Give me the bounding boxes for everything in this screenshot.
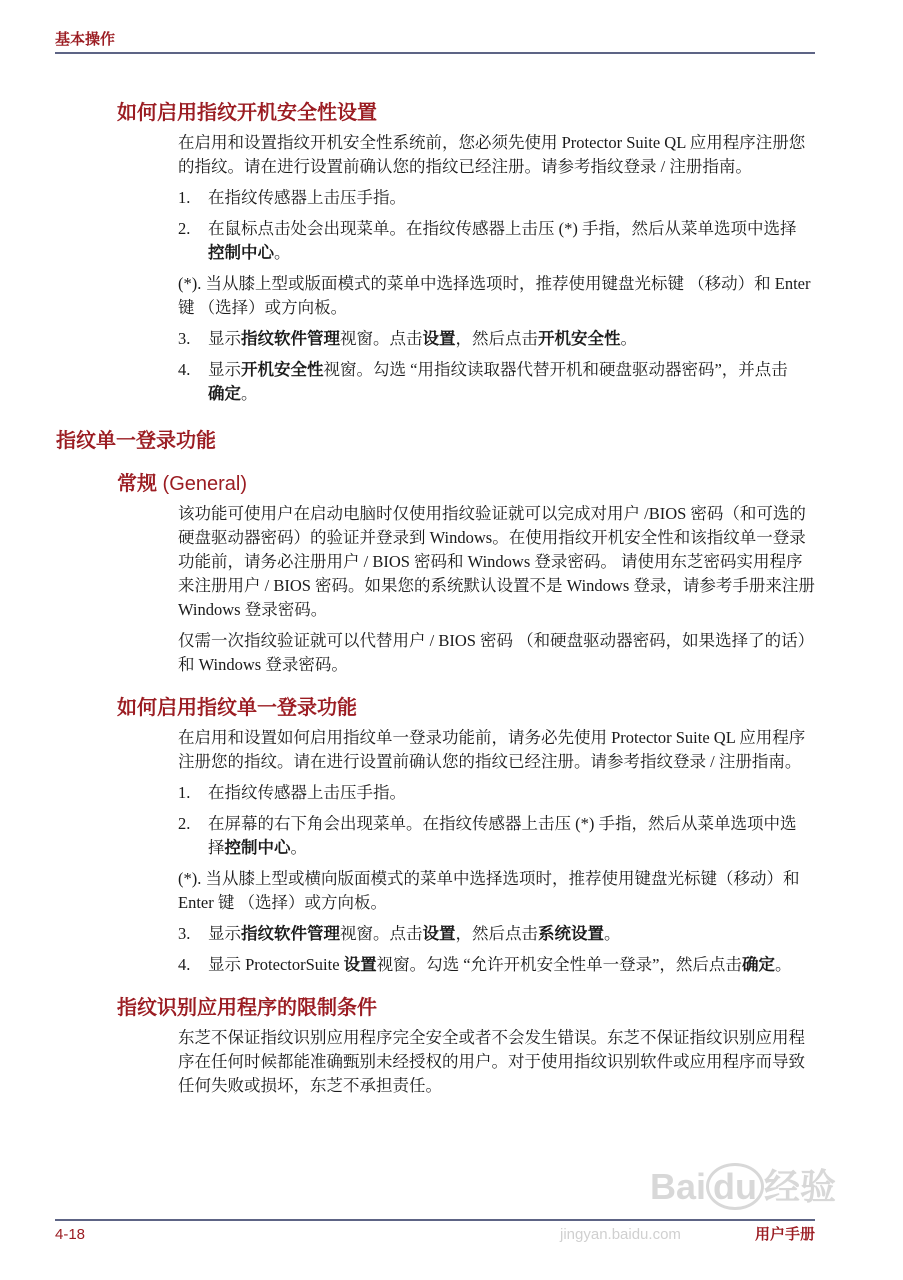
- text-run: 指纹单一登录功能: [56, 430, 216, 452]
- list-text: [208, 358, 802, 406]
- text-run: 仅需一次指纹验证就可以代替用户 / BIOS 密码 （和硬盘驱动器密码，如果选择了的话）和 Windows 登录密码。: [178, 631, 815, 674]
- list-text: [208, 186, 802, 210]
- bold-term: 确定: [208, 385, 241, 403]
- list-number: 1.: [178, 188, 191, 207]
- text-run: 在启用和设置如何启用指纹单一登录功能前，请务必先使用 Protector Suite QL 应用程序注册您的指纹。请在进行设置前确认您的指纹已经注册。请参考指纹登录 / 注册指南。: [178, 728, 806, 771]
- bold-term: 控制中心: [224, 839, 291, 857]
- section-heading: [56, 424, 817, 453]
- list-number: 4.: [178, 360, 191, 379]
- list-number: 2.: [178, 814, 191, 833]
- header-rule: [55, 52, 815, 54]
- subsection-heading: [117, 691, 817, 720]
- text-run: 显示: [208, 360, 241, 379]
- text-run: 。: [290, 838, 307, 857]
- note: [178, 867, 818, 915]
- bold-term: 确定: [741, 956, 775, 974]
- paragraph: [178, 726, 818, 774]
- subsection-heading: [117, 991, 817, 1020]
- list-text: [208, 781, 802, 805]
- list-item: [178, 781, 818, 805]
- list-text: [208, 327, 802, 351]
- text-run: 该功能可使用户在启动电脑时仅使用指纹验证就可以完成对用户 /BIOS 密码（和可选的硬盘驱动器密码）的验证并登录到 Windows。在使用指纹开机安全性和该指纹单一登录功能前，请务必注册用户 / BIOS 密码和 Windows 登录密码。 请使用东芝密码实用程序来注册用户 / BIOS 密码。如果您的系统默认设置不是 Windows 登录，请参考手册来注册 Windows 登录密码。: [178, 504, 815, 619]
- list-text: [208, 812, 802, 860]
- manual-title: 用户手册: [754, 1226, 815, 1243]
- text-run: 东芝不保证指纹识别应用程序完全安全或者不会发生错误。东芝不保证指纹识别应用程序在任何时候都能准确甄别未经授权的用户。对于使用指纹识别软件或应用程序而导致任何失败或损坏，东芝不承担责任。: [178, 1028, 805, 1095]
- bold-term: 指纹软件管理: [241, 330, 340, 348]
- footer-rule: [55, 1219, 815, 1221]
- text-run: (*). 当从膝上型或横向版面模式的菜单中选择选项时，推荐使用键盘光标键（移动）和 Enter 键 （选择）或方向板。: [178, 869, 800, 912]
- list-text: [208, 217, 802, 265]
- text-run: 在指纹传感器上击压手指。: [208, 188, 406, 207]
- text-run: 。: [241, 384, 258, 403]
- text-run: 视窗。点击: [340, 329, 423, 348]
- bold-term: 设置: [422, 925, 456, 943]
- text-run: 视窗。勾选 “允许开机安全性单一登录”，然后点击: [376, 955, 742, 974]
- text-run: 如何启用指纹单一登录功能: [117, 697, 357, 719]
- text-run: 如何启用指纹开机安全性设置: [117, 102, 377, 124]
- text-run: 视窗。点击: [340, 924, 423, 943]
- list-text: [208, 922, 802, 946]
- list-item: [178, 186, 818, 210]
- text-run: 显示: [208, 924, 241, 943]
- text-run: 显示: [208, 329, 241, 348]
- bold-term: 指纹软件管理: [241, 925, 340, 943]
- subsection-heading: [117, 96, 817, 125]
- list-item: [178, 327, 818, 351]
- running-header: 基本操作: [55, 31, 116, 48]
- list-number: 3.: [178, 924, 191, 943]
- text-run: (*). 当从膝上型或版面模式的菜单中选择选项时，推荐使用键盘光标键 （移动）和 Enter键 （选择）或方向板。: [178, 274, 811, 317]
- text-run: ，然后点击: [455, 329, 538, 348]
- list-number: 1.: [178, 783, 191, 802]
- list-item: [178, 953, 818, 977]
- bold-term: 开机安全性: [241, 361, 324, 379]
- bold-term: 开机安全性: [538, 330, 621, 348]
- text-run: 。: [620, 329, 637, 348]
- list-item: [178, 217, 818, 265]
- list-number: 3.: [178, 329, 191, 348]
- text-run: 。: [774, 955, 792, 974]
- list-number: 4.: [178, 955, 191, 974]
- text-run: 。: [274, 243, 291, 262]
- text-run: 。: [604, 924, 621, 943]
- paragraph: [178, 502, 818, 622]
- paragraph: [178, 1026, 818, 1098]
- text-run: ，然后点击: [455, 924, 538, 943]
- watermark-logo: Bai du 经验: [650, 1166, 836, 1208]
- text-run: 指纹识别应用程序的限制条件: [117, 997, 377, 1019]
- text-run: 显示 ProtectorSuite: [208, 955, 344, 974]
- note: [178, 272, 818, 320]
- bold-term: 系统设置: [538, 925, 604, 943]
- list-item: [178, 922, 818, 946]
- paragraph: [178, 629, 818, 677]
- paragraph: [178, 131, 818, 179]
- bold-term: 控制中心: [208, 244, 274, 262]
- text-run: 视窗。勾选 “用指纹读取器代替开机和硬盘驱动器密码”，并点击: [323, 360, 788, 379]
- list-item: [178, 812, 818, 860]
- text-run: 在启用和设置指纹开机安全性系统前，您必须先使用 Protector Suite QL 应用程序注册您的指纹。请在进行设置前确认您的指纹已经注册。请参考指纹登录 / 注册指南。: [178, 133, 806, 176]
- watermark-url: jingyan.baidu.com: [560, 1226, 681, 1243]
- document-body: [56, 82, 817, 1105]
- subsection-heading: [117, 467, 817, 496]
- text-run: 在鼠标点击处会出现菜单。在指纹传感器上击压 (*) 手指，然后从菜单选项中选择: [208, 219, 797, 238]
- text-run: 在屏幕的右下角会出现菜单。在指纹传感器上击压 (*) 手指，然后从菜单选项中选择: [208, 814, 797, 857]
- page-number: 4-18: [55, 1226, 86, 1243]
- bold-term: 设置: [422, 330, 456, 348]
- text-run: (General): [157, 473, 248, 495]
- list-item: [178, 358, 818, 406]
- text-run: 在指纹传感器上击压手指。: [208, 783, 406, 802]
- list-text: [208, 953, 802, 977]
- bold-term: 常规: [117, 473, 157, 495]
- list-number: 2.: [178, 219, 191, 238]
- bold-term: 设置: [343, 956, 377, 974]
